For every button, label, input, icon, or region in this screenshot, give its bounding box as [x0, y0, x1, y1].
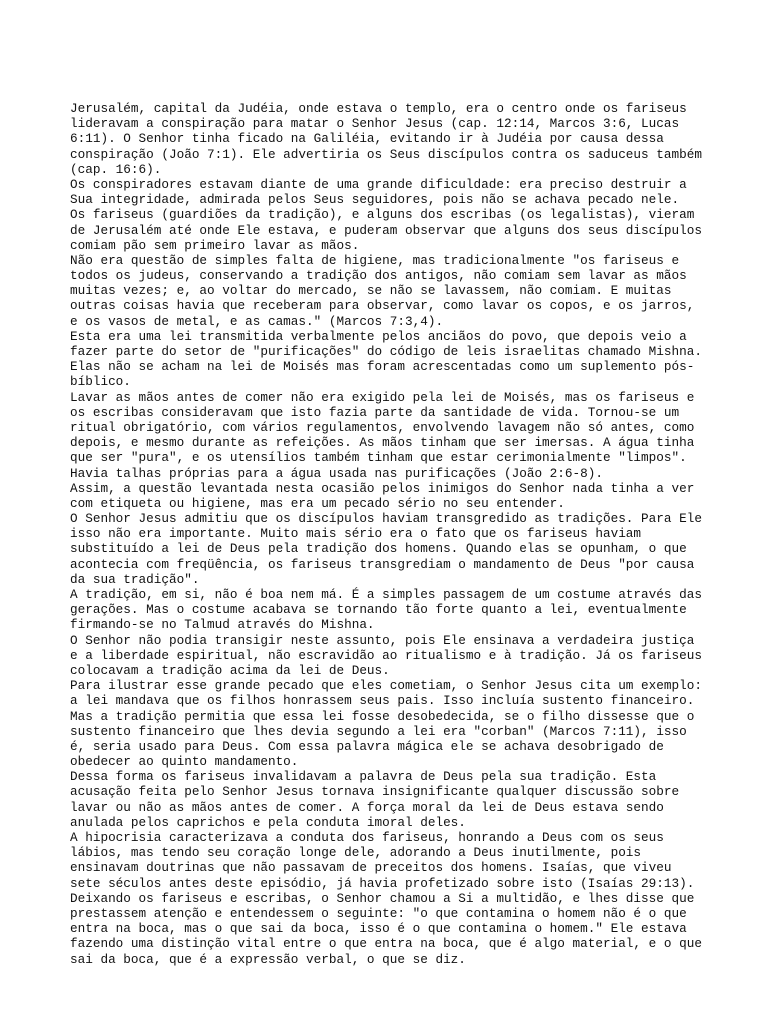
text-line: Não era questão de simples falta de higiene, mas tradicionalmente "os fariseus e — [70, 252, 680, 268]
text-line: depois, e mesmo durante as refeições. As mãos tinham que ser imersas. A água tinha — [70, 435, 695, 451]
text-line: fazendo uma distinção vital entre o que entra na boca, que é algo material, e o que — [70, 936, 702, 952]
text-line: acusação feita pelo Senhor Jesus tornava insignificante qualquer discussão sobre — [70, 784, 680, 800]
text-line: Os conspiradores estavam diante de uma grande dificuldade: era preciso destruir a — [70, 176, 687, 192]
text-line: obedecer ao quinto mandamento. — [70, 754, 299, 770]
text-line: prestassem atenção e entendessem o seguinte: "o que contamina o homem não é o que — [70, 905, 687, 921]
text-line: sustento financeiro que lhes devia segundo a lei era "corban" (Marcos 7:11), isso — [70, 723, 687, 739]
text-line: (cap. 16:6). — [70, 161, 162, 177]
text-line: acontecia com freqüência, os fariseus transgrediam o mandamento de Deus "por causa — [70, 556, 695, 572]
text-line: lavar ou não as mãos antes de comer. A força moral da lei de Deus estava sendo — [70, 799, 664, 815]
text-line: isso não era importante. Muito mais sério era o fato que os fariseus haviam — [70, 526, 642, 542]
text-line: é, seria usado para Deus. Com essa palavra mágica ele se achava desobrigado de — [70, 738, 664, 754]
text-line: O Senhor Jesus admitiu que os discípulos haviam transgredido as tradições. Para Ele — [70, 511, 702, 527]
text-line: Deixando os fariseus e escribas, o Senhor chamou a Si a multidão, e lhes disse que — [70, 890, 695, 906]
text-line: Assim, a questão levantada nesta ocasião pelos inimigos do Senhor nada tinha a ver — [70, 480, 695, 496]
text-line: A hipocrisia caracterizava a conduta dos fariseus, honrando a Deus com os seus — [70, 830, 664, 845]
text-line: da sua tradição". — [70, 571, 200, 587]
text-line: a lei mandava que os filhos honrassem seus pais. Isso incluía sustento financeiro. — [70, 693, 695, 709]
text-line: colocavam a tradição acima da lei de Deus. — [70, 662, 390, 678]
text-line: Lavar as mãos antes de comer não era exigido pela lei de Moisés, mas os fariseus e — [70, 389, 695, 405]
text-line: lideravam a conspiração para matar o Senhor Jesus (cap. 12:14, Marcos 3:6, Lucas — [70, 116, 680, 132]
text-line: muitas vezes; e, ao voltar do mercado, se não se lavassem, não comiam. E muitas — [70, 283, 672, 299]
text-line: e a liberdade espiritual, não escravidão ao ritualismo e à tradição. Já os fariseus — [70, 647, 702, 663]
text-line: comiam pão sem primeiro lavar as mãos. — [70, 237, 360, 253]
text-line: entra na boca, mas o que sai da boca, isso é o que contamina o homem." Ele estava — [70, 921, 687, 937]
text-line: 6:11). O Senhor tinha ficado na Galiléia, evitando ir à Judéia por causa dessa — [70, 131, 664, 147]
text-line: anulada pelos caprichos e pela conduta imoral deles. — [70, 814, 466, 830]
text-line: que ser "pura", e os utensílios também tinham que estar cerimonialmente "limpos". — [70, 450, 687, 466]
text-line: firmando-se no Talmud através do Mishna. — [70, 617, 375, 633]
text-line: todos os judeus, conservando a tradição dos antigos, não comiam sem lavar as mãos — [70, 268, 687, 284]
text-line: O Senhor não podia transigir neste assunto, pois Ele ensinava a verdadeira justiça — [70, 632, 695, 648]
text-line: Mas a tradição permitia que essa lei fosse desobedecida, se o filho dissesse que o — [70, 708, 695, 724]
text-line: conspiração (João 7:1). Ele advertiria os Seus discípulos contra os saduceus também — [70, 146, 702, 162]
text-line: de Jerusalém até onde Ele estava, e puderam observar que alguns dos seus discípulos — [70, 222, 702, 238]
text-line: Para ilustrar esse grande pecado que eles cometiam, o Senhor Jesus cita um exemplo: — [70, 678, 702, 694]
text-line: fazer parte do setor de "purificações" do código de leis israelitas chamado Mishna. — [70, 344, 702, 359]
text-line: ensinavam doutrinas que não passavam de preceitos dos homens. Isaías, que viveu — [70, 860, 672, 876]
document-page — [70, 101, 710, 967]
text-line: outras coisas havia que receberam para observar, como lavar os copos, e os jarros, — [70, 298, 695, 314]
text-line: sete séculos antes deste episódio, já havia profetizado sobre isto (Isaías 29:13). — [70, 875, 695, 891]
text-line: ritual obrigatório, com vários regulamentos, envolvendo lavagem não só antes, como — [70, 419, 695, 435]
text-line: Sua integridade, admirada pelos Seus seguidores, pois não se achava pecado nele. — [70, 192, 680, 208]
text-line: e os vasos de metal, e as camas." (Marcos 7:3,4). — [70, 313, 444, 329]
text-line: Elas não se acham na lei de Moisés mas foram acrescentadas como um suplemento pós- — [70, 359, 695, 375]
text-line: lábios, mas tendo seu coração longe dele, adorando a Deus inutilmente, pois — [70, 845, 642, 861]
text-line: bíblico. — [70, 374, 131, 390]
text-line: Dessa forma os fariseus invalidavam a palavra de Deus pela sua tradição. Esta — [70, 769, 657, 785]
text-line: substituído a lei de Deus pela tradição dos homens. Quando elas se opunham, o que — [70, 541, 687, 557]
text-line: gerações. Mas o costume acabava se tornando tão forte quanto a lei, eventualmente — [70, 602, 687, 618]
text-line: com etiqueta ou higiene, mas era um pecado sério no seu entender. — [70, 495, 565, 511]
text-line: A tradição, em si, não é boa nem má. É a simples passagem de um costume através das — [70, 587, 702, 602]
text-line: Jerusalém, capital da Judéia, onde estava o templo, era o centro onde os fariseus — [70, 101, 687, 116]
text-line: Havia talhas próprias para a água usada nas purificações (João 2:6-8). — [70, 465, 603, 481]
text-line: Os fariseus (guardiões da tradição), e alguns dos escribas (os legalistas), vieram — [70, 207, 695, 223]
text-line: sai da boca, que é a expressão verbal, o que se diz. — [70, 951, 466, 967]
text-line: os escribas consideravam que isto fazia parte da santidade de vida. Tornou-se um — [70, 404, 680, 420]
text-line: Esta era uma lei transmitida verbalmente pelos anciãos do povo, que depois veio a — [70, 328, 687, 344]
